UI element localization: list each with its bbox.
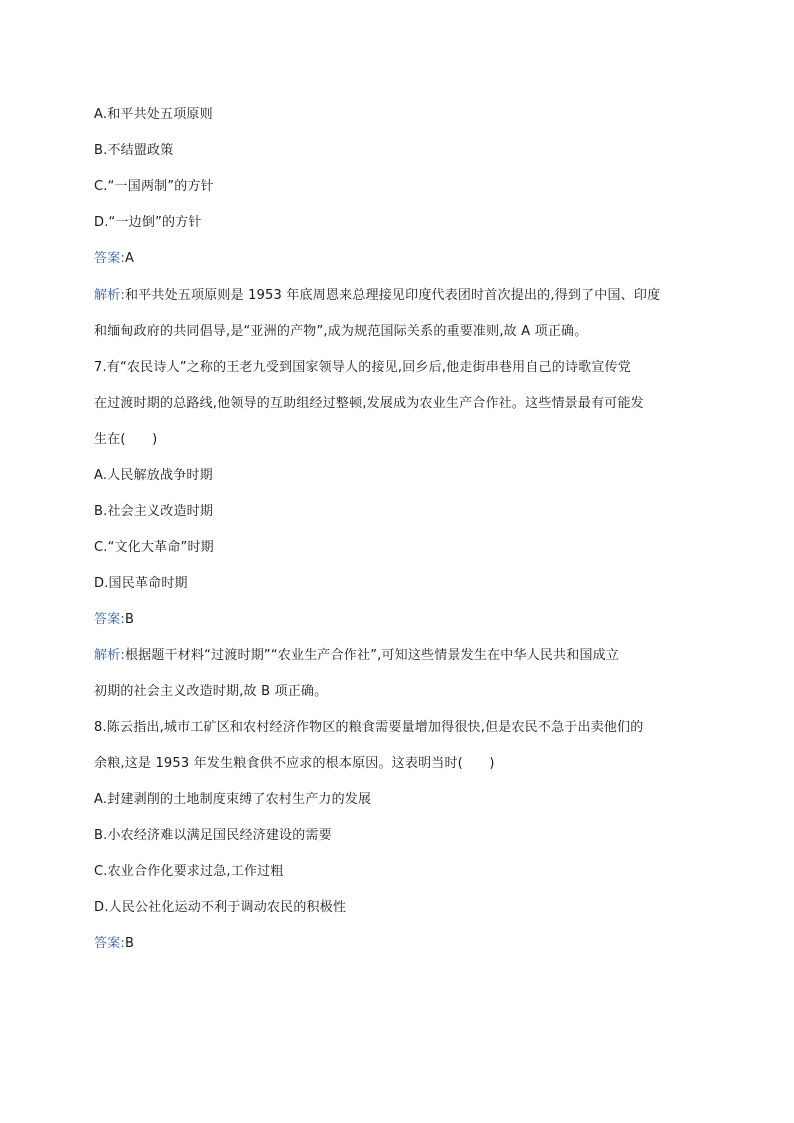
q8-stem-line-1: 8.陈云指出,城市工矿区和农村经济作物区的粮食需要量增加得很快,但是农民不急于出卖他们的 (94, 720, 644, 735)
q7-answer-label: 答案: (94, 612, 125, 627)
q8-option-a: A.封建剥削的土地制度束缚了农村生产力的发展 (94, 792, 372, 807)
q7-answer-value: B (124, 612, 135, 627)
q8-answer-label: 答案: (94, 936, 125, 951)
q6-answer-value: A (124, 251, 135, 266)
q8-option-b: B.小农经济难以满足国民经济建设的需要 (94, 828, 332, 843)
q7-stem-line-2: 在过渡时期的总路线,他领导的互助组经过整顿,发展成为农业生产合作社。这些情景最有可能发 (94, 396, 644, 411)
q7-option-c: C.“文化大革命”时期 (94, 540, 214, 555)
q6-answer (94, 250, 134, 268)
q7-stem-line-3: 生在( ) (94, 432, 158, 447)
q6-option-b: B.不结盟政策 (94, 143, 174, 158)
q6-analysis-label: 解析: (94, 288, 125, 303)
q7-answer (94, 611, 134, 629)
q8-option-c: C.农业合作化要求过急,工作过粗 (94, 864, 284, 879)
q7-stem-line-1: 7.有“农民诗人”之称的王老九受到国家领导人的接见,回乡后,他走街串巷用自己的诗歌宣传党 (94, 360, 631, 375)
q6-analysis-text-1: 和平共处五项原则是 1953 年底周恩来总理接见印度代表团时首次提出的,得到了中国、印度 (124, 288, 661, 303)
q8-answer (94, 935, 134, 953)
q6-option-c: C.“一国两制”的方针 (94, 179, 214, 194)
q7-analysis-line-2: 初期的社会主义改造时期,故 B 项正确。 (94, 684, 328, 699)
q7-option-a: A.人民解放战争时期 (94, 468, 213, 483)
q6-analysis-line-1 (94, 287, 660, 305)
q8-option-d: D.人民公社化运动不利于调动农民的积极性 (94, 900, 347, 915)
q6-answer-label: 答案: (94, 251, 125, 266)
q7-analysis-text-1: 根据题干材料“过渡时期”“农业生产合作社”,可知这些情景发生在中华人民共和国成立 (124, 648, 620, 663)
q6-analysis-line-2: 和缅甸政府的共同倡导,是“亚洲的产物”,成为规范国际关系的重要准则,故 A 项正确。 (94, 324, 588, 339)
q7-analysis-label: 解析: (94, 648, 125, 663)
q8-answer-value: B (124, 936, 135, 951)
q7-analysis-line-1 (94, 647, 619, 665)
q6-option-d: D.“一边倒”的方针 (94, 215, 202, 230)
q8-stem-line-2: 余粮,这是 1953 年发生粮食供不应求的根本原因。这表明当时( ) (94, 756, 495, 771)
q7-option-b: B.社会主义改造时期 (94, 504, 214, 519)
q7-option-d: D.国民革命时期 (94, 576, 188, 591)
q6-option-a: A.和平共处五项原则 (94, 107, 213, 122)
